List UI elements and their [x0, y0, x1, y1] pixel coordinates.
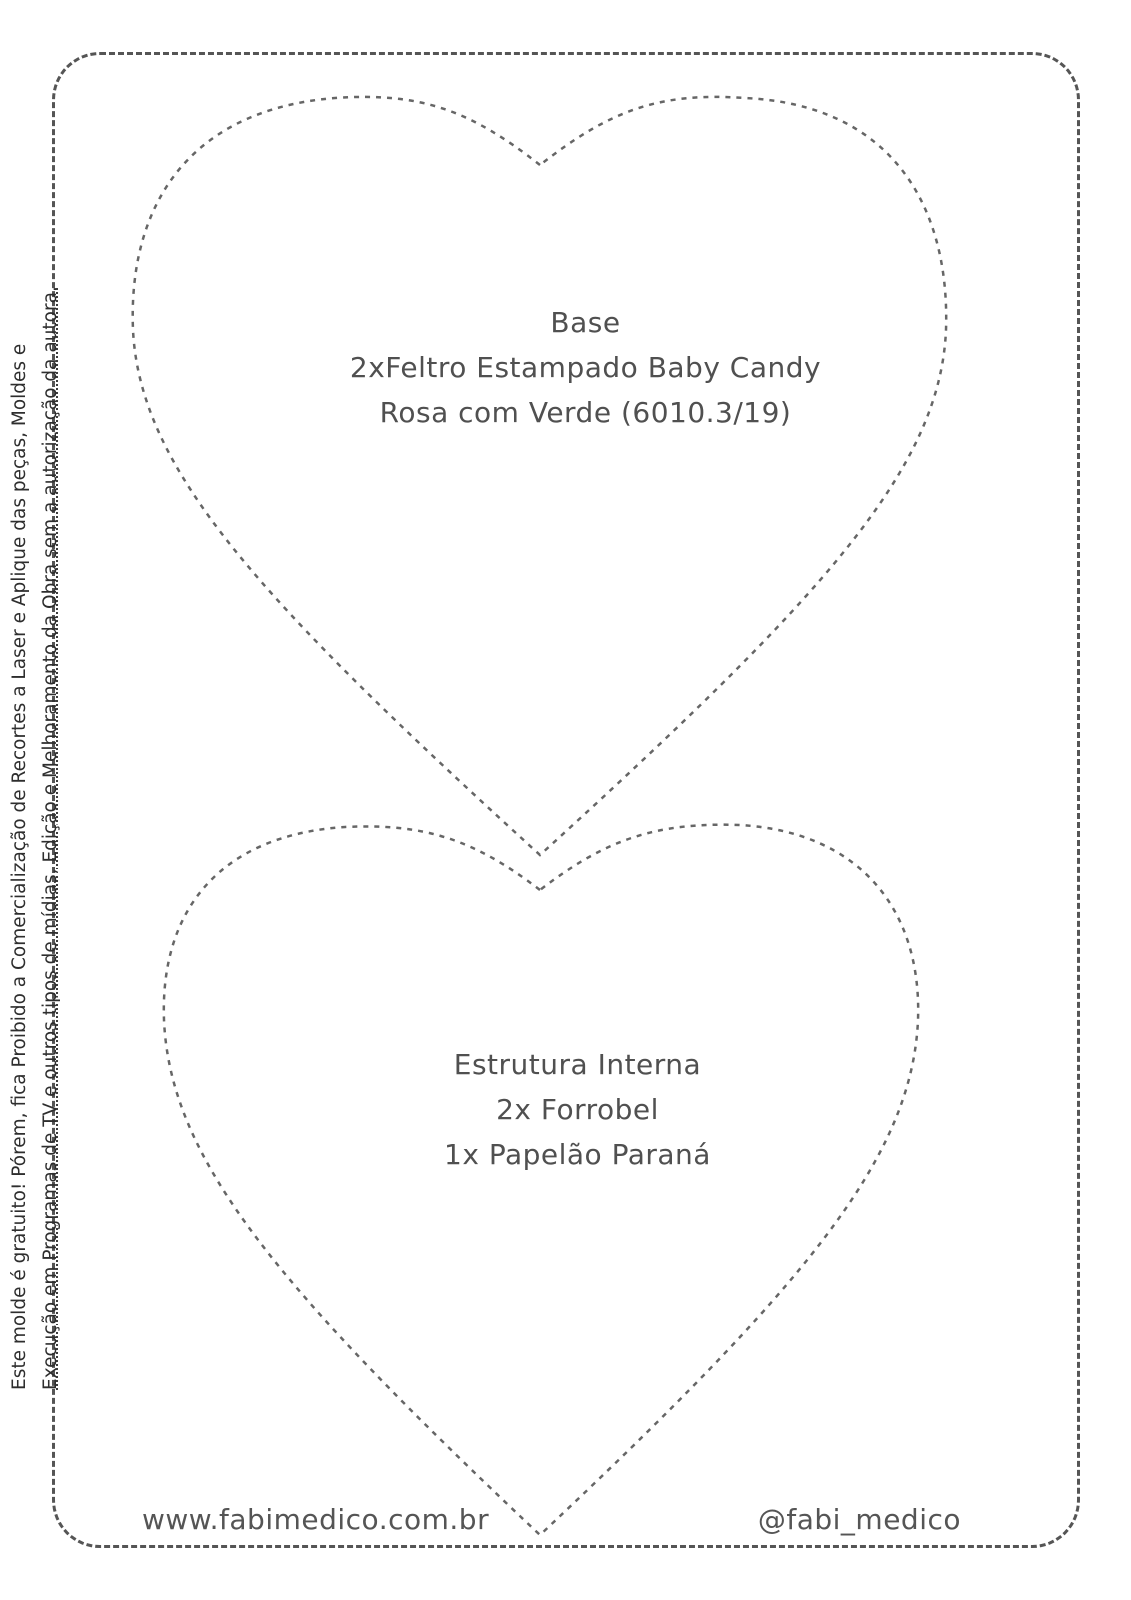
- copyright-notice-line-2: Execução em Programas de TV e outros tipos de mídias, Edição e Melhoramento da Obra sem a autorização da autora.: [40, 286, 61, 1390]
- footer-social-handle: @fabi_medico: [757, 1503, 961, 1536]
- top-piece-color: Rosa com Verde (6010.3/19): [379, 396, 792, 429]
- bottom-piece-material-2: 1x Papelão Paraná: [444, 1138, 711, 1171]
- copyright-notice: [4, 250, 66, 1390]
- top-piece-material: 2xFeltro Estampado Baby Candy: [349, 351, 822, 384]
- footer-website: www.fabimedico.com.br: [142, 1503, 490, 1536]
- copyright-notice-line-1: Este molde é gratuito! Pórem, fica Proibido a Comercialização de Recortes a Laser e Aplique das peças, Moldes e: [9, 343, 30, 1390]
- bottom-piece-instructions: [12, 1042, 1131, 1177]
- bottom-piece-title: Estrutura Interna: [453, 1048, 702, 1081]
- heart-top-outline-icon: [133, 97, 947, 855]
- top-piece-instructions: [20, 300, 1131, 435]
- top-piece-title: Base: [550, 306, 621, 339]
- bottom-piece-material-1: 2x Forrobel: [496, 1093, 659, 1126]
- heart-bottom-outline-icon: [164, 825, 918, 1535]
